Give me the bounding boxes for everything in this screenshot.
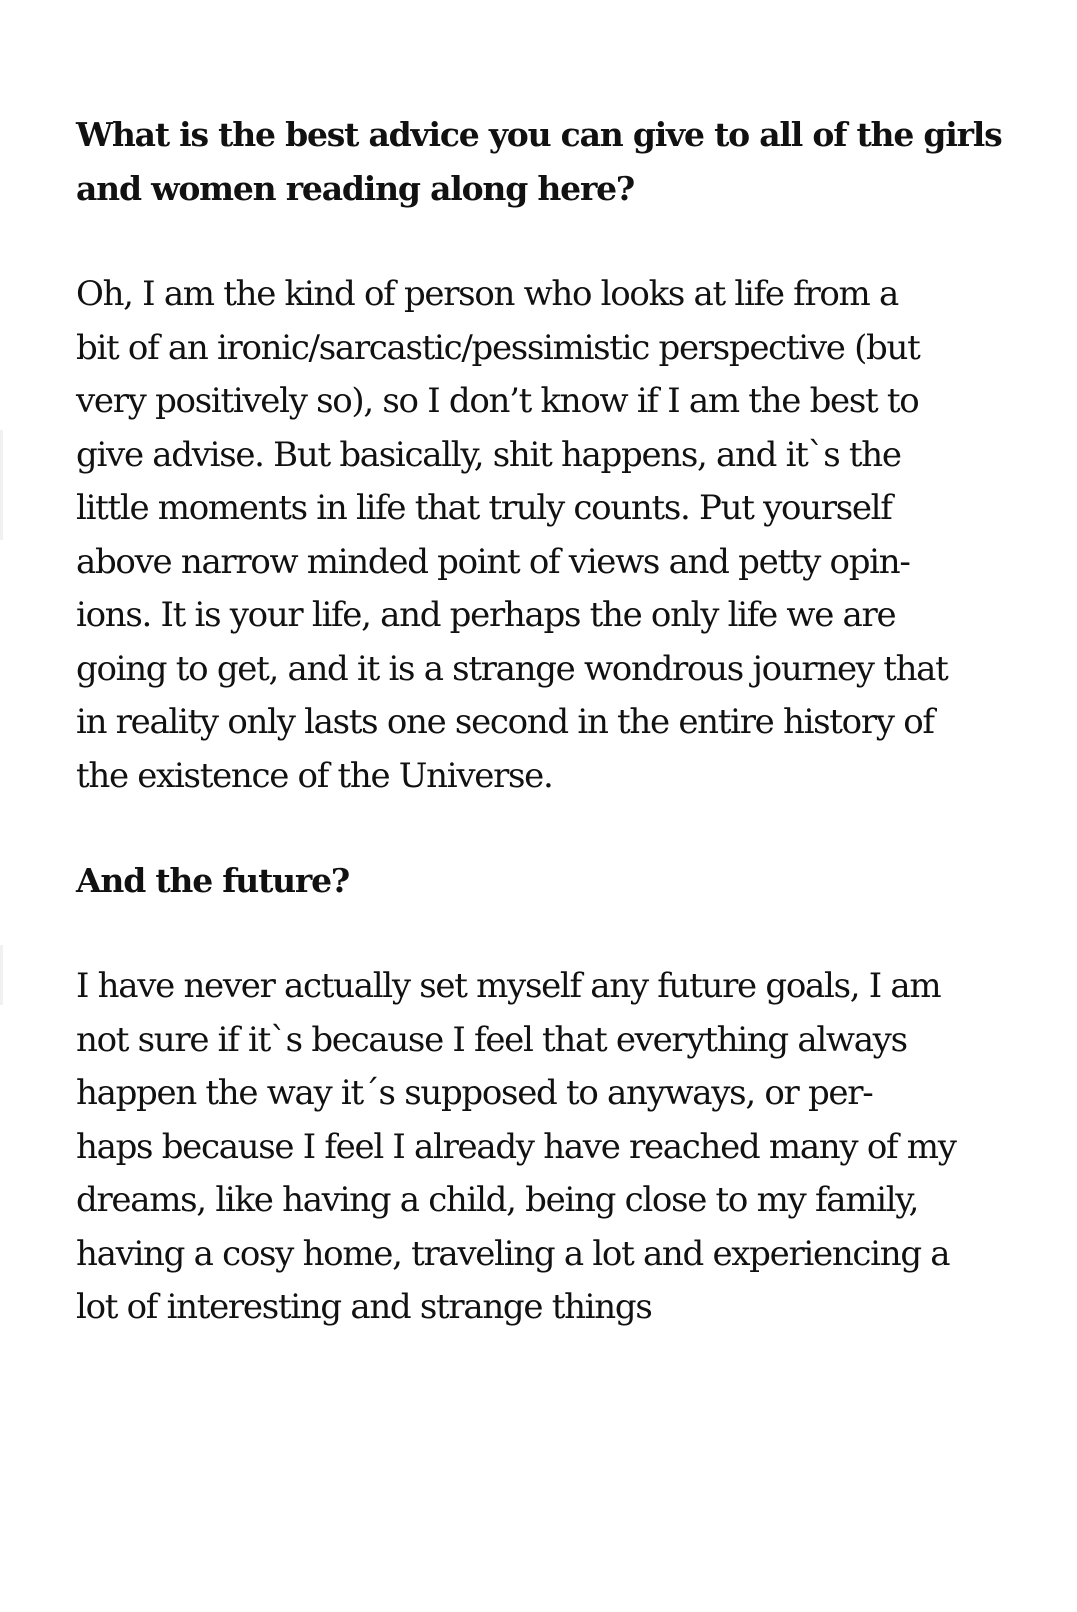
page-edge-shadow-top (0, 430, 3, 540)
text-line: dreams, like having a child, being close to my family, (76, 1180, 919, 1220)
text-line: Oh, I am the kind of person who looks at life from a (76, 274, 898, 314)
text-line: lot of interesting and strange things (76, 1287, 652, 1327)
answer-future (76, 960, 1006, 1335)
text-line: not sure if it`s because I feel that everything always (76, 1019, 907, 1060)
text-line: I have never actually set myself any future goals, I am (76, 966, 941, 1006)
article-body (76, 108, 1006, 1335)
text-line: happen the way it´s supposed to anyways, or per- (76, 1073, 873, 1113)
question-advice (76, 108, 1006, 216)
text-line: give advise. But basically, shit happens, and it`s the (76, 434, 901, 475)
answer-advice (76, 268, 1006, 803)
text-line: and women reading along here? (76, 169, 635, 208)
text-line: above narrow minded point of views and petty opin- (76, 541, 910, 582)
text-line: the existence of the Universe. (76, 755, 553, 796)
text-line: in reality only lasts one second in the entire history of (76, 702, 934, 742)
text-line: very positively so), so I don’t know if I am the best to (76, 381, 919, 421)
text-line: going to get, and it is a strange wondrous journey that (76, 648, 948, 689)
question-future (76, 854, 1006, 908)
text-line: bit of an ironic/sarcastic/pessimistic perspective (but (76, 327, 920, 368)
text-line: And the future? (76, 861, 350, 900)
text-line: little moments in life that truly counts. Put yourself (76, 488, 892, 528)
text-line: ions. It is your life, and perhaps the only life we are (76, 595, 896, 635)
text-line: having a cosy home, traveling a lot and experiencing a (76, 1233, 950, 1274)
page-edge-shadow-bottom (0, 945, 3, 1005)
text-line: What is the best advice you can give to all of the girls (76, 115, 1002, 154)
text-line: haps because I feel I already have reached many of my (76, 1126, 956, 1167)
